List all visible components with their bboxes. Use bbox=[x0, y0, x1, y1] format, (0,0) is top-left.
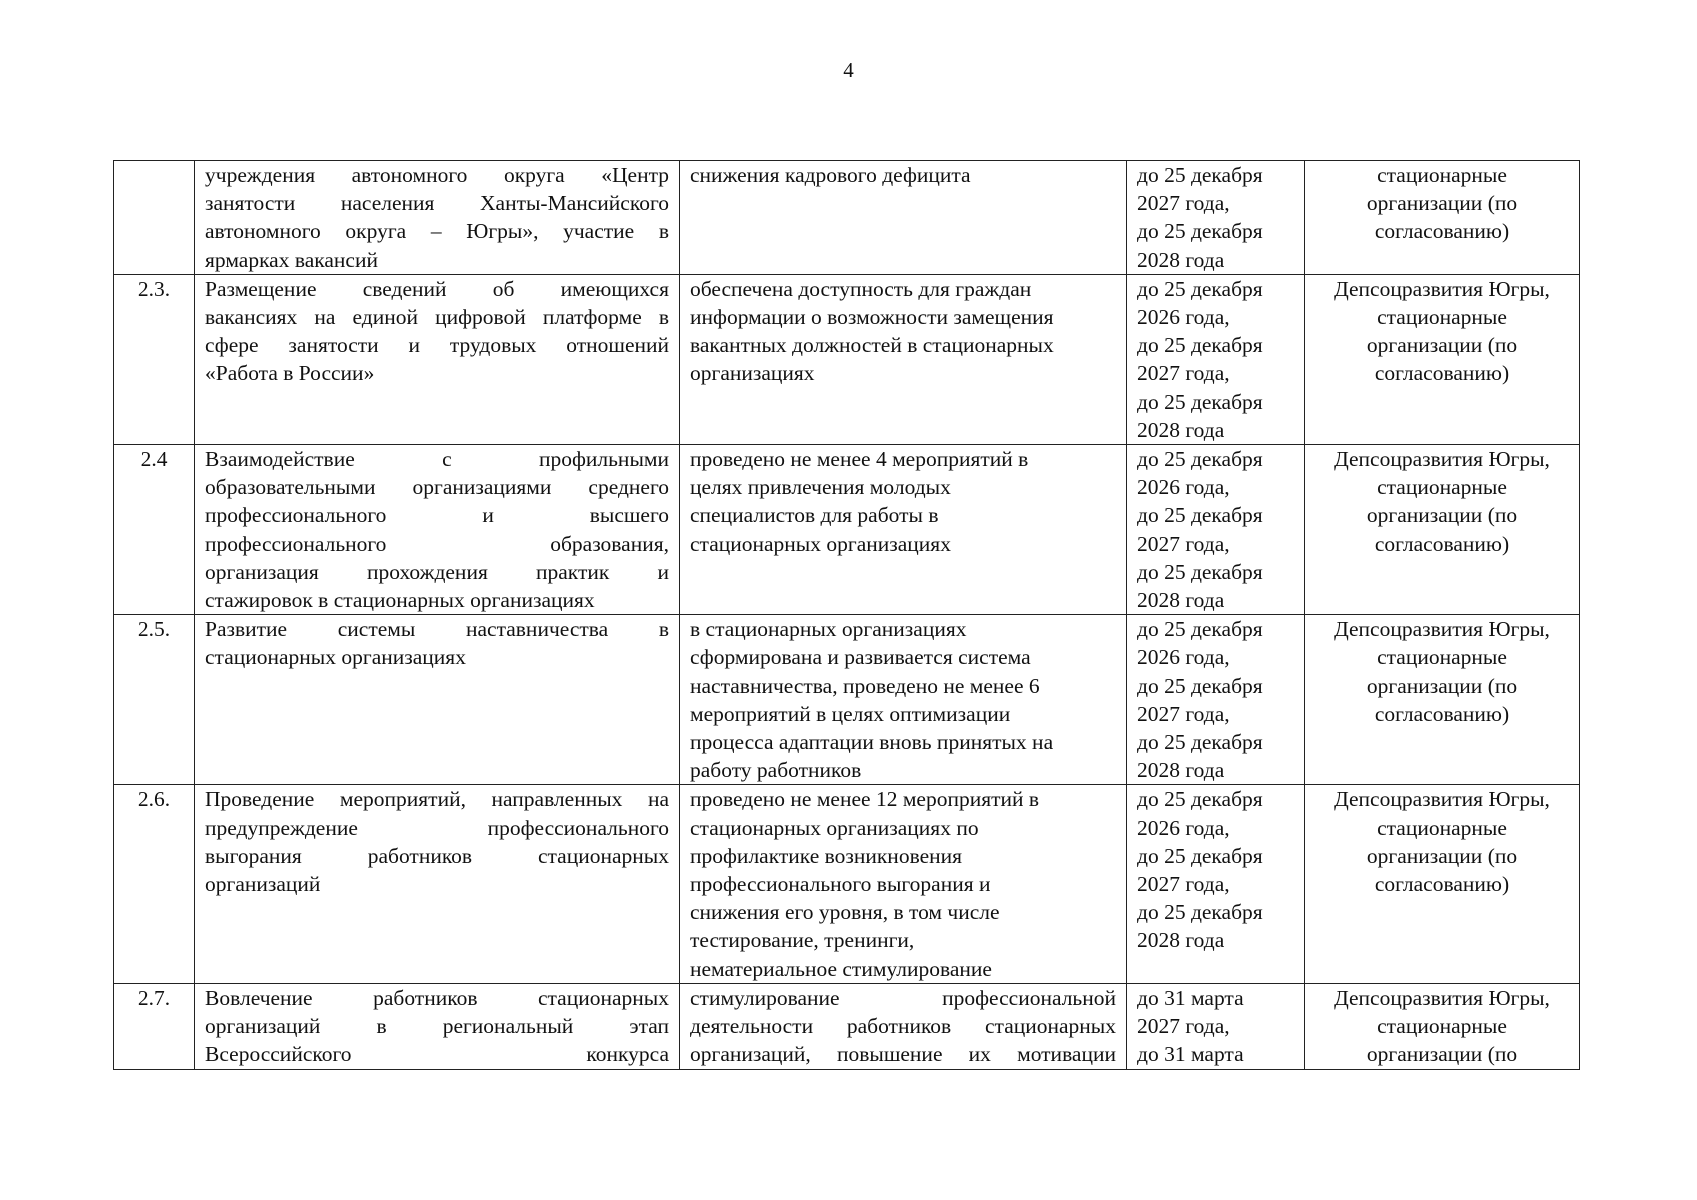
row-number-cell bbox=[114, 161, 195, 275]
cell-line: целях привлечения молодых bbox=[690, 475, 951, 500]
cell-line: Депсоцразвития Югры, bbox=[1334, 787, 1550, 812]
cell-line: стационарные bbox=[1377, 645, 1507, 670]
cell-line: предупреждение профессионального bbox=[205, 815, 669, 840]
table-row bbox=[114, 983, 1580, 1069]
event-cell bbox=[195, 161, 680, 275]
cell-line: Всероссийского конкурса bbox=[205, 1042, 669, 1067]
cell-line: стационарных организациях по bbox=[690, 815, 979, 840]
cell-line: вакантных должностей в стационарных bbox=[690, 333, 1054, 358]
cell-line: работу работников bbox=[690, 758, 862, 783]
cell-line: 2027 года, bbox=[1137, 531, 1230, 556]
cell-line: 2027 года, bbox=[1137, 361, 1230, 386]
action-plan-table-body bbox=[114, 161, 1580, 1070]
page-number: 4 bbox=[843, 58, 854, 82]
cell-line: проведено не менее 12 мероприятий в bbox=[690, 787, 1040, 812]
cell-line: до 25 декабря bbox=[1137, 447, 1263, 472]
cell-line: организации (по bbox=[1366, 843, 1518, 868]
cell-line: снижения его уровня, в том числе bbox=[690, 900, 1000, 925]
result-cell bbox=[680, 785, 1127, 983]
responsible-cell bbox=[1305, 161, 1580, 275]
cell-line: организации (по bbox=[1366, 1042, 1518, 1067]
cell-line: до 25 декабря bbox=[1137, 730, 1263, 755]
responsible-cell bbox=[1305, 785, 1580, 983]
cell-line: сфере занятости и трудовых отношений bbox=[205, 333, 669, 358]
cell-line: согласованию) bbox=[1374, 219, 1510, 244]
table-row bbox=[114, 785, 1580, 983]
cell-line: стажировок в стационарных организациях bbox=[205, 588, 595, 613]
result-cell bbox=[680, 983, 1127, 1069]
cell-line: снижения кадрового дефицита bbox=[690, 163, 971, 187]
row-number-cell: 2.6. bbox=[114, 785, 195, 983]
cell-line: Депсоцразвития Югры, bbox=[1334, 276, 1550, 301]
cell-line: 2027 года, bbox=[1137, 191, 1230, 216]
cell-line: информации о возможности замещения bbox=[690, 305, 1054, 330]
event-cell bbox=[195, 445, 680, 615]
cell-line: мероприятий в целях оптимизации bbox=[690, 701, 1011, 726]
cell-line: процесса адаптации вновь принятых на bbox=[690, 730, 1054, 755]
cell-line: до 25 декабря bbox=[1137, 219, 1263, 244]
cell-line: 2028 года bbox=[1137, 417, 1225, 442]
cell-line: вакансиях на единой цифровой платформе в bbox=[205, 305, 669, 330]
table-row bbox=[114, 161, 1580, 275]
cell-line: согласованию) bbox=[1374, 361, 1510, 386]
responsible-cell bbox=[1305, 445, 1580, 615]
cell-line: стационарные bbox=[1377, 1014, 1507, 1039]
cell-line: организациях bbox=[690, 361, 815, 386]
cell-line: до 25 декабря bbox=[1137, 163, 1263, 187]
cell-line: организаций bbox=[205, 872, 321, 897]
cell-line: организаций, повышение их мотивации bbox=[690, 1042, 1116, 1067]
cell-line: выгорания работников стационарных bbox=[205, 843, 669, 868]
cell-line: организации (по bbox=[1366, 673, 1518, 698]
event-cell bbox=[195, 785, 680, 983]
cell-line: 2028 года bbox=[1137, 588, 1225, 613]
table-row bbox=[114, 615, 1580, 785]
cell-line: стационарных организациях bbox=[205, 645, 466, 670]
deadline-cell bbox=[1127, 161, 1305, 275]
cell-line: образовательными организациями среднего bbox=[205, 475, 669, 500]
cell-line: до 31 марта bbox=[1137, 1042, 1244, 1067]
cell-line: наставничества, проведено не менее 6 bbox=[690, 673, 1040, 698]
cell-line: в стационарных организациях bbox=[690, 617, 967, 642]
cell-line: до 25 декабря bbox=[1137, 673, 1263, 698]
cell-line: профессионального образования, bbox=[205, 531, 669, 556]
cell-line: 2028 года bbox=[1137, 247, 1225, 272]
cell-line: 2027 года, bbox=[1137, 872, 1230, 897]
cell-line: Вовлечение работников стационарных bbox=[205, 985, 669, 1010]
cell-line: согласованию) bbox=[1374, 531, 1510, 556]
deadline-cell bbox=[1127, 983, 1305, 1069]
cell-line: стационарные bbox=[1377, 815, 1507, 840]
row-number-cell: 2.5. bbox=[114, 615, 195, 785]
result-cell bbox=[680, 274, 1127, 444]
cell-line: Депсоцразвития Югры, bbox=[1334, 447, 1550, 472]
cell-line: организации (по bbox=[1366, 333, 1518, 358]
cell-line: Взаимодействие с профильными bbox=[205, 447, 669, 472]
responsible-cell bbox=[1305, 983, 1580, 1069]
cell-line: 2028 года bbox=[1137, 928, 1225, 953]
cell-line: тестирование, тренинги, bbox=[690, 928, 915, 953]
responsible-cell bbox=[1305, 615, 1580, 785]
table-row bbox=[114, 274, 1580, 444]
cell-line: до 25 декабря bbox=[1137, 787, 1263, 812]
cell-line: нематериальное стимулирование bbox=[690, 956, 992, 981]
cell-line: до 25 декабря bbox=[1137, 617, 1263, 642]
cell-line: сформирована и развивается система bbox=[690, 645, 1031, 670]
cell-line: 2026 года, bbox=[1137, 645, 1230, 670]
cell-line: 2027 года, bbox=[1137, 701, 1230, 726]
deadline-cell bbox=[1127, 615, 1305, 785]
deadline-cell bbox=[1127, 274, 1305, 444]
deadline-cell bbox=[1127, 445, 1305, 615]
cell-line: до 25 декабря bbox=[1137, 389, 1263, 414]
cell-line: до 25 декабря bbox=[1137, 503, 1263, 528]
cell-line: Развитие системы наставничества в bbox=[205, 617, 669, 642]
cell-line: до 25 декабря bbox=[1137, 333, 1263, 358]
cell-line: 2027 года, bbox=[1137, 1014, 1230, 1039]
cell-line: «Работа в России» bbox=[205, 361, 375, 386]
cell-line: до 31 марта bbox=[1137, 985, 1244, 1010]
cell-line: организация прохождения практик и bbox=[205, 559, 669, 584]
cell-line: до 25 декабря bbox=[1137, 276, 1263, 301]
cell-line: специалистов для работы в bbox=[690, 503, 939, 528]
deadline-cell bbox=[1127, 785, 1305, 983]
cell-line: организации (по bbox=[1366, 191, 1518, 216]
cell-line: стационарных организациях bbox=[690, 531, 951, 556]
cell-line: профессионального выгорания и bbox=[690, 872, 991, 897]
cell-line: стимулирование профессиональной bbox=[690, 985, 1116, 1010]
cell-line: организаций в региональный этап bbox=[205, 1014, 669, 1039]
cell-line: ярмарках вакансий bbox=[205, 247, 378, 272]
cell-line: согласованию) bbox=[1374, 872, 1510, 897]
table-row bbox=[114, 445, 1580, 615]
cell-line: 2028 года bbox=[1137, 758, 1225, 783]
cell-line: стационарные bbox=[1377, 163, 1507, 187]
event-cell bbox=[195, 615, 680, 785]
cell-line: до 25 декабря bbox=[1137, 559, 1263, 584]
cell-line: стационарные bbox=[1377, 305, 1507, 330]
action-plan-table bbox=[113, 160, 1580, 1070]
cell-line: обеспечена доступность для граждан bbox=[690, 276, 1032, 301]
cell-line: профилактике возникновения bbox=[690, 843, 963, 868]
cell-line: Проведение мероприятий, направленных на bbox=[205, 787, 669, 812]
result-cell bbox=[680, 445, 1127, 615]
responsible-cell bbox=[1305, 274, 1580, 444]
cell-line: профессионального и высшего bbox=[205, 503, 669, 528]
event-cell bbox=[195, 983, 680, 1069]
cell-line: Депсоцразвития Югры, bbox=[1334, 985, 1550, 1010]
result-cell bbox=[680, 615, 1127, 785]
row-number-cell: 2.3. bbox=[114, 274, 195, 444]
cell-line: проведено не менее 4 мероприятий в bbox=[690, 447, 1029, 472]
cell-line: до 25 декабря bbox=[1137, 900, 1263, 925]
cell-line: 2026 года, bbox=[1137, 815, 1230, 840]
cell-line: согласованию) bbox=[1374, 701, 1510, 726]
event-cell bbox=[195, 274, 680, 444]
cell-line: организации (по bbox=[1366, 503, 1518, 528]
cell-line: 2026 года, bbox=[1137, 305, 1230, 330]
cell-line: учреждения автономного округа «Центр bbox=[205, 163, 669, 187]
cell-line: Депсоцразвития Югры, bbox=[1334, 617, 1550, 642]
cell-line: занятости населения Ханты-Мансийского bbox=[205, 191, 669, 216]
cell-line: стационарные bbox=[1377, 475, 1507, 500]
cell-line: автономного округа – Югры», участие в bbox=[205, 219, 669, 244]
cell-line: Размещение сведений об имеющихся bbox=[205, 276, 669, 301]
cell-line: деятельности работников стационарных bbox=[690, 1014, 1116, 1039]
cell-line: 2026 года, bbox=[1137, 475, 1230, 500]
row-number-cell: 2.7. bbox=[114, 983, 195, 1069]
cell-line: до 25 декабря bbox=[1137, 843, 1263, 868]
row-number-cell: 2.4 bbox=[114, 445, 195, 615]
result-cell bbox=[680, 161, 1127, 275]
